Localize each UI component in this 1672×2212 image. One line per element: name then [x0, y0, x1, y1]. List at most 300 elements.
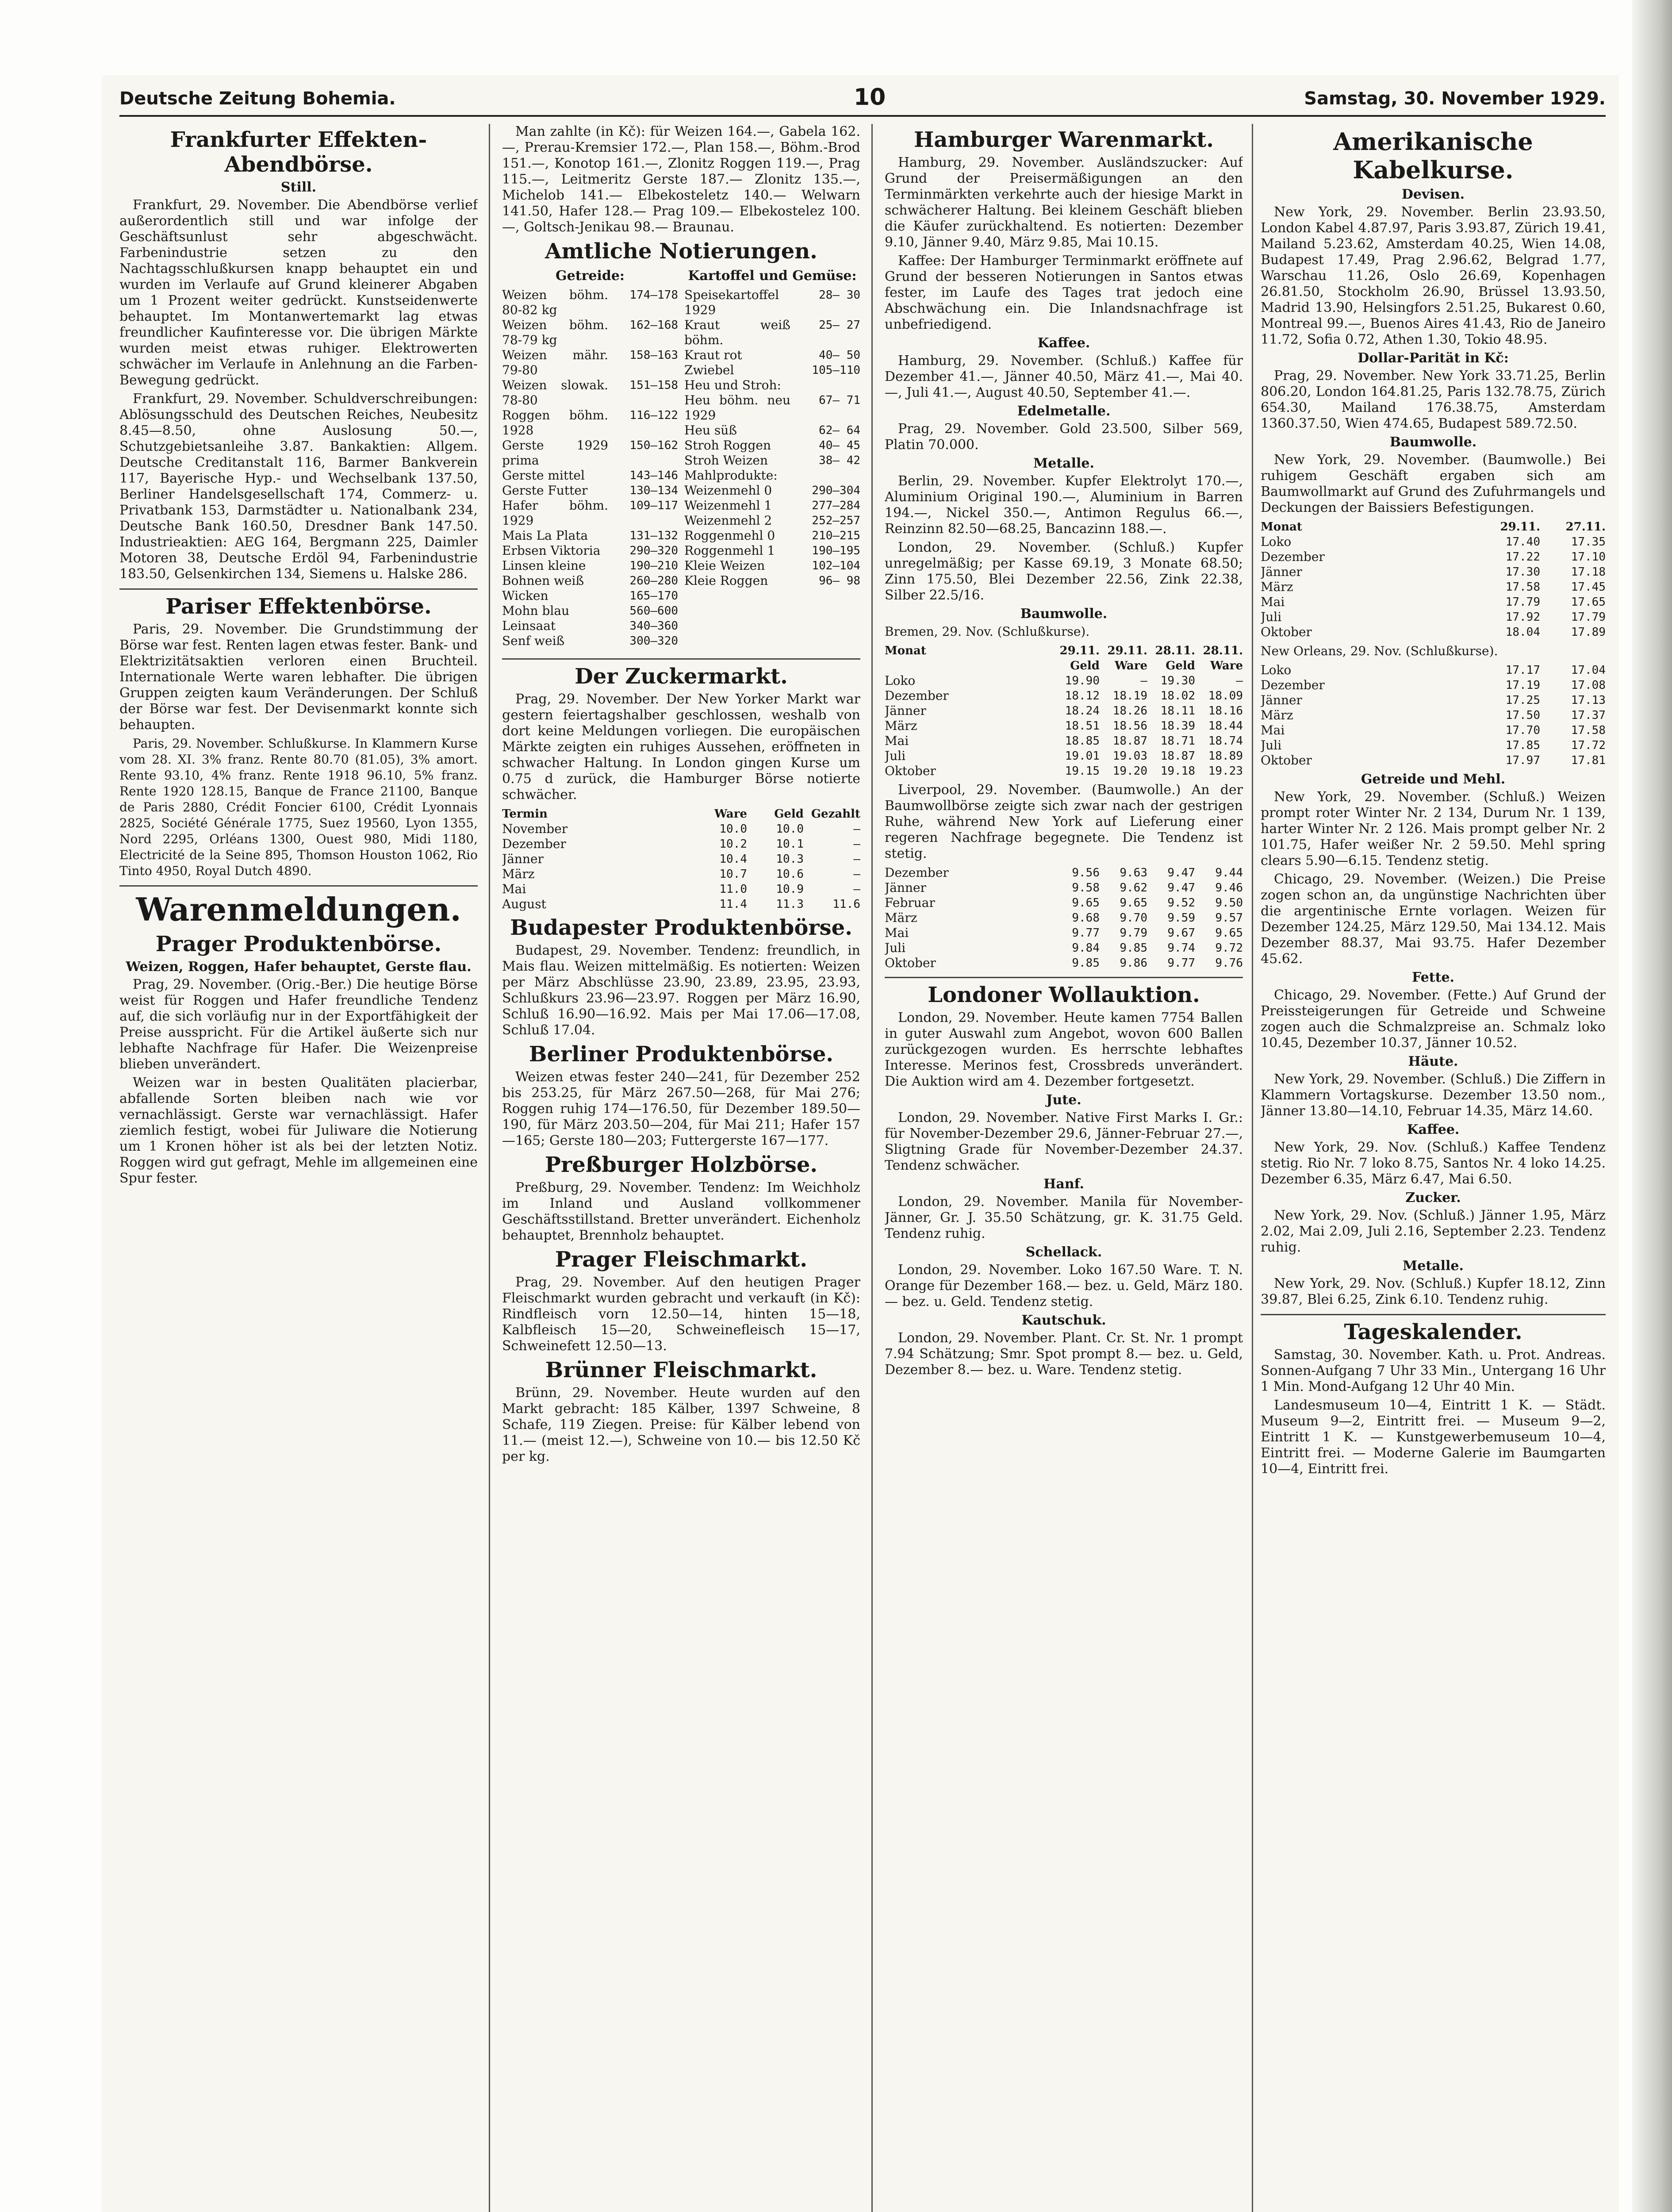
column-2	[502, 124, 860, 2212]
table-row-label: Jänner	[1261, 565, 1302, 579]
kautschuk-title: Kautschuk.	[1021, 1313, 1106, 1328]
page-header	[119, 84, 1606, 117]
table-row-label: Loko	[885, 673, 916, 688]
table-cell: 17.37	[1571, 709, 1606, 722]
list-item-label: Leinsaat	[502, 618, 556, 633]
table-cell: 9.56	[1072, 866, 1100, 879]
table-cell: 9.63	[1120, 866, 1147, 879]
metalle-title: Metalle.	[1033, 456, 1094, 471]
table-cell: 10.9	[776, 883, 804, 896]
list-item-label: Wicken	[502, 588, 548, 603]
table-cell: 9.44	[1215, 866, 1243, 879]
list-item-label: Mohn blau	[502, 603, 570, 618]
table-cell: —	[1236, 674, 1243, 687]
table-row-label: Oktober	[885, 956, 936, 970]
table-cell: 9.86	[1120, 956, 1147, 970]
table-row-label: Juli	[885, 941, 906, 955]
list-item-value: 143—146	[629, 469, 678, 482]
table-cell: 17.10	[1571, 550, 1606, 564]
list-item-label: Roggen böhm. 1928	[502, 408, 608, 438]
list-item-value: 40— 50	[819, 349, 860, 362]
table-cell: 17.89	[1571, 626, 1606, 639]
table-cell: —	[1140, 674, 1147, 687]
paris-paragraph: Paris, 29. November. Die Grundstimmung der Börse war fest. Renten lagen etwas fester. Bank- und Elektrizitätsaktien verloren einen Bruchteil. Internationale Werte waren lebhafter. Die übrigen Gruppen zeigten kaum Veränderungen. Der Schluß der Börse war fest. Der Devisenmarkt konnte sich behaupten.	[119, 622, 478, 733]
table-cell: 17.92	[1505, 611, 1540, 624]
table-cell: 18.12	[1065, 689, 1100, 703]
table-cell: 18.74	[1208, 734, 1243, 748]
table-row-label: Mai	[502, 882, 526, 896]
list-item-value: 28— 30	[819, 288, 860, 302]
wolle-title: Londoner Wollauktion.	[928, 983, 1200, 1007]
kautschuk-paragraph: London, 29. November. Plant. Cr. St. Nr. 1 prompt 7.94 Schätzung; Smr. Spot prompt 8.— bez. u. Geld, Dezember 8.— bez. u. Ware. Tendenz stetig.	[885, 1330, 1243, 1378]
table-header: 28.11. Geld	[1155, 644, 1195, 672]
list-item-label: Weizen böhm. 78-79 kg	[502, 318, 608, 347]
table-cell: 18.44	[1208, 719, 1243, 733]
table-row-label: Juli	[885, 749, 906, 763]
table-cell: 18.26	[1112, 704, 1147, 718]
list-item-value: 150—162	[629, 439, 678, 452]
table-row-label: Dezember	[502, 837, 566, 851]
table-cell: —	[853, 837, 860, 851]
list-item-value: 131—132	[629, 529, 678, 542]
table-cell: 18.51	[1065, 719, 1100, 733]
issue-date: Samstag, 30. November 1929.	[1304, 88, 1606, 109]
table-cell: 17.65	[1571, 595, 1606, 609]
frankfurt-title: Frankfurter Effekten-Abendbörse.	[170, 127, 427, 177]
table-cell: 18.89	[1208, 749, 1243, 763]
zucker-title: Der Zuckermarkt.	[575, 664, 788, 689]
kabel-title: Amerikanische Kabelkurse.	[1333, 127, 1533, 184]
bremen-table	[885, 643, 1243, 779]
kaffee-subtitle: Kaffee.	[1407, 1122, 1460, 1137]
column-rule	[871, 124, 873, 2212]
amtlich-right-head: Kartoffel und Gemüse:	[688, 268, 857, 284]
list-item-value: 290—320	[629, 544, 678, 557]
fleisch-title: Prager Fleischmarkt.	[555, 1247, 808, 1272]
berliner-paragraph: Weizen etwas fester 240—241, für Dezember 252 bis 253.25, für März 267.50—268, für Mai 276; Roggen ruhig 174—176.50, für Dezember 189.50—190, für März 203.50—204, für Mai 211; Hafer 157—165; Gerste 180—203; Futtergerste 167—177.	[502, 1069, 860, 1148]
paris-title: Pariser Effektenbörse.	[165, 594, 432, 619]
new-orleans-label: New Orleans, 29. Nov. (Schlußkurse).	[1261, 644, 1498, 658]
list-item-value: 116—122	[629, 409, 678, 422]
table-cell: 9.50	[1215, 896, 1243, 910]
table-header: Monat	[1261, 520, 1302, 534]
table-row-label: Dezember	[1261, 549, 1325, 564]
table-row-label: Mai	[885, 733, 909, 748]
section-divider	[119, 588, 478, 590]
table-cell: 9.65	[1072, 896, 1100, 910]
table-cell: 17.25	[1505, 694, 1540, 707]
table-header: Termin	[502, 807, 548, 821]
table-row-label: August	[502, 897, 546, 911]
baumwolle-paragraph: New York, 29. November. (Baumwolle.) Bei ruhigem Geschäft ergaben sich am Baumwollmarkt auf Grund des Zufuhrmangels und Deckungen der Baissiers Befestigungen.	[1261, 452, 1606, 515]
prices-paragraph: Man zahlte (in Kč): für Weizen 164.—, Gabela 162.—, Prerau-Kremsier 172.—, Plan 158.—, Böhm.-Brod 151.—, Konotop 161.—, Zlonitz Roggen 119.—, Prag 115.—, Leitmeritz Gerste 187.— Zlonitz 135.—, Michelob 141.— Elbekosteletz 140.— Welwarn 141.50, Hafer 128.— Prag 109.— Elbekostelez 100.—, Goltsch-Jenikau 98.— Braunau.	[502, 124, 860, 235]
table-cell: 11.0	[719, 883, 747, 896]
list-item-value: 105—110	[812, 364, 860, 377]
list-item-label: Mais La Plata	[502, 528, 588, 543]
list-item-label: Linsen kleine	[502, 558, 586, 573]
amtlich-right-list	[684, 288, 860, 588]
table-row-label: März	[1261, 708, 1293, 722]
list-item-label: Speisekartoffel 1929	[684, 288, 779, 317]
haeute-subtitle: Häute.	[1408, 1054, 1458, 1069]
newspaper-page	[102, 75, 1619, 2212]
section-divider	[1261, 1314, 1606, 1315]
devisen-paragraph: New York, 29. November. Berlin 23.93.50, London Kabel 4.87.97, Paris 3.93.87, Zürich 19.41, Mailand 5.23.62, Amsterdam 40.25, Wien 14.08, Budapest 17.49, Prag 2.96.62, Belgrad 1.77, Warschau 11.26, Oslo 26.69, Kopenhagen 26.81.50, Stockholm 26.90, Brüssel 13.93.50, Madrid 13.90, Helsingfors 2.51.25, Bukarest 0.60, Montreal 99.—, Buenos Aires 41.43, Rio de Janeiro 11.72, Sofia 0.72, Athen 1.30, Tokio 48.95.	[1261, 204, 1606, 347]
list-item-value: 25— 27	[819, 319, 860, 332]
table-cell: 18.24	[1065, 704, 1100, 718]
budapest-title: Budapester Produktenbörse.	[510, 915, 852, 940]
table-row-label: Dezember	[885, 688, 949, 703]
wolle-paragraph: London, 29. November. Heute kamen 7754 Ballen in guter Auswahl zum Angebot, wovon 600 Ballen zurückgezogen wurden. Es herrschte lebhaftes Interesse. Merinos fest, Crossbreds unverändert. Die Auktion wird am 4. Dezember fortgesetzt.	[885, 1010, 1243, 1089]
list-item-value: 190—195	[812, 544, 860, 557]
list-item-value: 96— 98	[819, 574, 860, 588]
table-row-label: März	[885, 718, 917, 733]
table-cell: 19.18	[1160, 764, 1195, 778]
baumwolle-subtitle: Baumwolle.	[1389, 434, 1477, 450]
list-item-label: Kleie Weizen	[684, 558, 765, 573]
fette-paragraph: Chicago, 29. November. (Fette.) Auf Grund der Preissteigerungen für Getreide und Schweine zogen auch die Schmalzpreise an. Schmalz loko 10.45, Dezember 10.37, Jänner 10.52.	[1261, 987, 1606, 1051]
table-cell: 9.77	[1072, 926, 1100, 940]
table-cell: 18.02	[1160, 689, 1195, 703]
prager-produkten-title: Prager Produktenbörse.	[155, 932, 442, 956]
table-cell: 19.01	[1065, 749, 1100, 763]
frankfurt-paragraph: Frankfurt, 29. November. Die Abendbörse verlief außerordentlich still und war infolge der Geschäftsunlust sehr abgeschwächt. Farbenindustrie setzen zu den Nachtagsschlußkursen knapp behauptet ein und wurden im Verlaufe auf Grund kleinerer Abgaben um 1 Prozent weiter gedrückt. Kunstseidenwerte behauptet. Im Montanwertemarkt lag etwas freundlicher Kaufinteresse vor. Die übrigen Märkte wurden meist etwas ruhiger. Elektrowerten schwächer im Verlaufe in Anlehnung an die Farben-Bewegung gedrückt.	[119, 197, 478, 388]
dollar-subtitle: Dollar-Parität in Kč:	[1358, 350, 1509, 366]
table-cell: 19.30	[1160, 674, 1195, 687]
list-item-value: 277—284	[812, 499, 860, 512]
list-item-label: Zwiebel	[684, 363, 734, 377]
table-row-label: Jänner	[885, 703, 926, 718]
bremen-label: Bremen, 29. Nov. (Schlußkurse).	[885, 624, 1090, 639]
hamburg-paragraph: Kaffee: Der Hamburger Terminmarkt eröffnete auf Grund der besseren Notierungen in Santos etwas fester, im Laufe des Tages trat jedoch eine Abschwächung ein. Die Inlandsnachfrage ist unbefriedigend.	[885, 253, 1243, 332]
amtlich-left-head: Getreide:	[556, 268, 625, 284]
table-row-label: Mai	[1261, 723, 1285, 737]
list-item-value: 162—168	[629, 319, 678, 332]
hamburg-paragraph: Hamburg, 29. November. Ausländszucker: Auf Grund der Preisermäßigungen an den Terminmärkten verkehrte auch der hiesige Markt in schwächerer Haltung. Bei kleinem Geschäft blieben die Käufer zurückhaltend. Es notierten: Dezember 9.10, Jänner 9.40, März 9.85, Mai 10.15.	[885, 155, 1243, 250]
page-edge-shadow	[1632, 0, 1672, 2212]
table-row-label: Juli	[1261, 610, 1282, 624]
table-cell: 17.45	[1571, 580, 1606, 594]
table-cell: 11.4	[719, 898, 747, 911]
list-item-value: 290—304	[812, 484, 860, 497]
table-cell: 9.70	[1120, 911, 1147, 925]
dollar-paragraph: Prag, 29. November. New York 33.71.25, Berlin 806.20, London 164.81.25, Paris 132.78.75, Zürich 654.30, Mailand 176.38.75, Amsterdam 1360.37.50, Wien 474.65, Budapest 589.72.50.	[1261, 368, 1606, 431]
table-cell: 9.52	[1167, 896, 1195, 910]
list-item-label: Roggenmehl 0	[684, 528, 775, 543]
holz-paragraph: Preßburg, 29. November. Tendenz: Im Weichholz im Inland und Ausland vollkommener Geschäftsstillstand. Bretter unverändert. Eichenholz behauptet, Brennholz behauptet.	[502, 1180, 860, 1243]
table-row-label: Oktober	[885, 764, 936, 778]
zucker-paragraph: Prag, 29. November. Der New Yorker Markt war gestern feiertagshalber geschlossen, weshalb von dort keine Meldungen vorliegen. Die europäischen Märkte zeigten ein ruhiges Aussehen, eröffneten in schwacher Haltung. In London gingen Kurse um 0.75 d zurück, die Hamburger Börse notierte schwächer.	[502, 691, 860, 803]
table-cell: 11.3	[776, 898, 804, 911]
table-cell: 9.85	[1120, 941, 1147, 955]
list-item-value: 109—117	[629, 499, 678, 512]
column-1	[119, 124, 478, 2212]
list-item-value: 158—163	[629, 349, 678, 362]
list-item-value: 300—320	[629, 634, 678, 648]
list-item-value: 252—257	[812, 514, 860, 527]
kaffee-ny-paragraph: New York, 29. Nov. (Schluß.) Kaffee Tendenz stetig. Rio Nr. 7 loko 8.75, Santos Nr. 4 loko 14.25. Dezember 6.35, März 6.47, Mai 6.50.	[1261, 1140, 1606, 1187]
list-item-label: Roggenmehl 1	[684, 543, 775, 558]
list-item-label: Weizen mähr. 79-80	[502, 348, 608, 377]
table-cell: 18.04	[1505, 626, 1540, 639]
kalender-title: Tageskalender.	[1344, 1320, 1522, 1344]
liverpool-table	[885, 865, 1243, 971]
table-cell: 17.08	[1571, 679, 1606, 692]
table-cell: —	[853, 868, 860, 881]
table-row-label: März	[885, 910, 917, 925]
list-item-label: Mahlprodukte:	[684, 468, 778, 483]
table-cell: 18.87	[1112, 734, 1147, 748]
kaffee-paragraph: Hamburg, 29. November. (Schluß.) Kaffee für Dezember 41.—, Jänner 40.50, März 41.—, Mai 40.—, Juli 41.—, August 40.50, September 41.—.	[885, 353, 1243, 400]
table-cell: 9.47	[1167, 881, 1195, 895]
berliner-title: Berliner Produktenbörse.	[529, 1042, 834, 1067]
table-cell: 18.11	[1160, 704, 1195, 718]
list-item-label: Weizen böhm. 80-82 kg	[502, 288, 608, 317]
table-cell: —	[853, 883, 860, 896]
prager-paragraph: Prag, 29. November. (Orig.-Ber.) Die heutige Börse weist für Roggen und Hafer freundliche Tendenz auf, die sich vorläufig nur in der Exportfähigkeit der Preise ausspricht. Für die Artikel äußerte sich nur lebhafte Nachfrage für Hafer. Die Weizenpreise blieben unverändert.	[119, 977, 478, 1072]
table-cell: 18.09	[1208, 689, 1243, 703]
amtlich-table	[502, 266, 860, 652]
table-cell: 9.74	[1167, 941, 1195, 955]
table-cell: 9.77	[1167, 956, 1195, 970]
table-cell: 18.85	[1065, 734, 1100, 748]
table-header: 29.11.	[1500, 520, 1540, 534]
table-cell: 9.65	[1215, 926, 1243, 940]
list-item-value: 260—280	[629, 574, 678, 588]
list-item-label: Kleie Roggen	[684, 573, 768, 588]
metalle-ny-paragraph: New York, 29. Nov. (Schluß.) Kupfer 18.12, Zinn 39.87, Blei 6.25, Zink 6.10. Tendenz ruhig.	[1261, 1276, 1606, 1307]
table-cell: 9.68	[1072, 911, 1100, 925]
fette-subtitle: Fette.	[1412, 970, 1454, 985]
hanf-paragraph: London, 29. November. Manila für November-Jänner, Gr. J. 35.50 Schätzung, gr. K. 31.75 Geld. Tendenz ruhig.	[885, 1194, 1243, 1241]
haeute-paragraph: New York, 29. November. (Schluß.) Die Ziffern in Klammern Vortagskurse. Dezember 13.50 nom., Jänner 13.80—14.10, Februar 14.35, März 14.60.	[1261, 1071, 1606, 1119]
table-row-label: Loko	[1261, 663, 1292, 677]
list-item-value: 190—210	[629, 559, 678, 572]
paris-paragraph: Paris, 29. November. Schlußkurse. In Klammern Kurse vom 28. XI. 3% franz. Rente 80.70 (81.05), 3% amort. Rente 93.10, 4% franz. Rente 1918 96.10, 5% franz. Rente 1920 128.15, Banque de France 21100, Banque de Paris 2880, Crédit Foncier 6100, Crédit Lyonnais 2825, Société Générale 1775, Suez 19560, Lyon 1355, Nord 2295, Orléans 1300, Ouest 980, Midi 1180, Electricité de la Seine 895, Thomson Houston 1062, Rio Tinto 4950, Royal Dutch 4890.	[119, 736, 478, 878]
table-cell: 18.87	[1160, 749, 1195, 763]
table-cell: 9.79	[1120, 926, 1147, 940]
table-cell: 17.58	[1505, 580, 1540, 594]
jute-paragraph: London, 29. November. Native First Marks I. Gr.: für November-Dezember 29.6, Jänner-Februar 27.—, Sligtning Grade für November-Dezember 24.37. Tendenz schwächer.	[885, 1110, 1243, 1173]
list-item-value: 340—360	[629, 619, 678, 633]
zucker-table	[502, 806, 860, 912]
bruenner-title: Brünner Fleischmarkt.	[545, 1358, 817, 1382]
list-item-label: Weizenmehl 0	[684, 483, 772, 498]
table-cell: 9.67	[1167, 926, 1195, 940]
table-row-label: Februar	[885, 895, 935, 910]
table-cell: 9.85	[1072, 956, 1100, 970]
list-item-label: Weizenmehl 2	[684, 513, 772, 528]
table-cell: 10.6	[776, 868, 804, 881]
zucker-ny-paragraph: New York, 29. Nov. (Schluß.) Jänner 1.95, März 2.02, Mai 2.09, Juli 2.16, September 2.23. Tendenz ruhig.	[1261, 1208, 1606, 1255]
list-item-label: Kraut rot	[684, 348, 742, 362]
table-row-label: Juli	[1261, 738, 1282, 753]
table-row-label: Oktober	[1261, 625, 1312, 639]
list-item-label: Stroh Roggen	[684, 438, 771, 453]
list-item-label: Kraut weiß böhm.	[684, 318, 790, 347]
list-item-label: Senf weiß	[502, 634, 565, 648]
list-item-label: Weizenmehl 1	[684, 498, 772, 513]
list-item-label: Stroh Weizen	[684, 453, 768, 468]
table-cell: 17.13	[1571, 694, 1606, 707]
list-item-value: 38— 42	[819, 454, 860, 467]
jute-title: Jute.	[1046, 1092, 1081, 1108]
table-cell: 17.58	[1571, 724, 1606, 737]
table-row-label: Jänner	[885, 880, 926, 895]
table-cell: —	[853, 822, 860, 836]
new-orleans-table	[1261, 663, 1606, 768]
table-header: Gezahlt	[811, 807, 860, 821]
table-row-label: Jänner	[502, 852, 544, 866]
table-cell: 17.17	[1505, 664, 1540, 677]
table-row-label: Jänner	[1261, 693, 1302, 707]
list-item-label: Gerste mittel	[502, 468, 585, 483]
frankfurt-subtitle: Still.	[280, 180, 317, 195]
table-cell: 17.19	[1505, 679, 1540, 692]
table-cell: 17.81	[1571, 754, 1606, 767]
table-cell: 17.85	[1505, 739, 1540, 752]
column-rule	[1252, 124, 1253, 2212]
table-cell: 10.0	[719, 822, 747, 836]
table-header: Geld	[774, 807, 804, 821]
hamburg-title: Hamburger Warenmarkt.	[914, 127, 1214, 152]
frankfurt-paragraph: Frankfurt, 29. November. Schuldverschreibungen: Ablösungsschuld des Deutschen Reiches, Neubesitz 8.45—8.50, ohne Auslosung 50.—, Schutzgebietsanleihe 3.87. Bankaktien: Allgem. Deutsche Creditanstalt 116, Barmer Bankverein 117, Bayerische Hyp.- und Wechselbank 137.50, Berliner Handelsgesellschaft 174, Commerz- u. Privatbank 153, Darmstädter u. Nationalbank 234, Deutsche Bank 160.50, Dresdner Bank 147.50. Industrieaktien: AEG 164, Bergmann 225, Daimler Motoren 38, Deutsche Erdöl 94, Farbenindustrie 183.50, Gelsenkirchen 134, Siemens u. Halske 286.	[119, 391, 478, 582]
list-item-value: 165—170	[629, 589, 678, 603]
table-cell: 10.0	[776, 822, 804, 836]
newspaper-name: Deutsche Zeitung Bohemia.	[119, 88, 396, 109]
table-cell: 18.71	[1160, 734, 1195, 748]
table-cell: 17.79	[1505, 595, 1540, 609]
table-header: 29.11. Ware	[1107, 644, 1147, 672]
devisen-subtitle: Devisen.	[1401, 187, 1465, 202]
table-row-label: Oktober	[1261, 753, 1312, 768]
metalle-subtitle: Metalle.	[1403, 1258, 1464, 1274]
column-rule	[489, 124, 490, 2212]
hanf-title: Hanf.	[1043, 1176, 1084, 1192]
table-cell: 18.19	[1112, 689, 1147, 703]
table-cell: 17.40	[1505, 535, 1540, 549]
prager-subtitle: Weizen, Roggen, Hafer behauptet, Gerste flau.	[126, 959, 472, 975]
getreide-subtitle: Getreide und Mehl.	[1361, 772, 1506, 787]
table-cell: 9.62	[1120, 881, 1147, 895]
table-cell: 17.22	[1505, 550, 1540, 564]
column-4	[1261, 124, 1606, 2212]
list-item-value: 130—134	[629, 484, 678, 497]
table-row-label: Mai	[1261, 595, 1285, 609]
list-item-value: 102—104	[812, 559, 860, 572]
list-item-label: Heu süß	[684, 423, 737, 438]
page-number: 10	[854, 84, 886, 111]
table-cell: 17.30	[1505, 565, 1540, 579]
table-row-label: Mai	[885, 926, 909, 940]
table-cell: 9.59	[1167, 911, 1195, 925]
table-cell: 9.46	[1215, 881, 1243, 895]
table-cell: 18.39	[1160, 719, 1195, 733]
list-item-label: Hafer böhm. 1929	[502, 498, 608, 528]
kalender-paragraph: Samstag, 30. November. Kath. u. Prot. Andreas. Sonnen-Aufgang 7 Uhr 33 Min., Untergang 16 Uhr 1 Min. Mond-Aufgang 12 Uhr 40 Min.	[1261, 1347, 1606, 1394]
list-item-value: 560—600	[629, 604, 678, 618]
london-paragraph: London, 29. November. (Schluß.) Kupfer unregelmäßig; per Kasse 69.19, 3 Monate 68.50; Zinn 175.50, Blei Dezember 22.56, Zink 22.38, Silber 22.5/16.	[885, 540, 1243, 603]
kalender-paragraph: Landesmuseum 10—4, Eintritt 1 K. — Städt. Museum 9—2, Eintritt frei. — Museum 9—2, Eintritt 1 K. — Kunstgewerbemuseum 10—4, Eintritt frei. — Moderne Galerie im Baumgarten 10—4, Eintritt frei.	[1261, 1398, 1606, 1477]
list-item-value: 40— 45	[819, 439, 860, 452]
table-row-label: Dezember	[885, 865, 949, 880]
list-item-label: Gerste 1929 prima	[502, 438, 608, 468]
table-cell: 9.47	[1167, 866, 1195, 879]
bruenner-paragraph: Brünn, 29. November. Heute wurden auf den Markt gebracht: 185 Kälber, 1397 Schweine, 8 Schafe, 119 Ziegen. Preise: für Kälber lebend von 11.— (meist 12.—), Schweine von 10.— bis 12.50 Kč per kg.	[502, 1385, 860, 1464]
list-item-value: 174—178	[629, 288, 678, 302]
table-cell: 10.1	[776, 837, 804, 851]
list-item-label: Weizen slowak. 78-80	[502, 378, 608, 407]
list-item-label: Heu und Stroh:	[684, 378, 781, 392]
table-cell: 9.84	[1072, 941, 1100, 955]
edelmetalle-paragraph: Prag, 29. November. Gold 23.500, Silber 569, Platin 70.000.	[885, 421, 1243, 453]
table-cell: 9.57	[1215, 911, 1243, 925]
table-cell: 11.6	[832, 898, 860, 911]
schellack-paragraph: London, 29. November. Loko 167.50 Ware. T. N. Orange für Dezember 168.— bez. u. Geld, März 180.— bez. u. Geld. Tendenz stetig.	[885, 1262, 1243, 1310]
list-item-value: 210—215	[812, 529, 860, 542]
table-cell: 9.72	[1215, 941, 1243, 955]
table-cell: 10.7	[719, 868, 747, 881]
table-cell: 10.2	[719, 837, 747, 851]
table-cell: 19.20	[1112, 764, 1147, 778]
table-cell: 17.70	[1505, 724, 1540, 737]
table-cell: 9.76	[1215, 956, 1243, 970]
table-cell: 10.3	[776, 853, 804, 866]
table-cell: 18.16	[1208, 704, 1243, 718]
section-divider	[119, 885, 478, 887]
list-item-value: 67— 71	[819, 394, 860, 407]
table-cell: 9.58	[1072, 881, 1100, 895]
table-row-label: März	[502, 867, 535, 881]
table-cell: —	[853, 853, 860, 866]
table-row-label: März	[1261, 580, 1293, 594]
table-header: 27.11.	[1565, 520, 1606, 534]
table-cell: 9.65	[1120, 896, 1147, 910]
section-divider	[885, 977, 1243, 978]
table-cell: 17.04	[1571, 664, 1606, 677]
list-item-value	[794, 468, 860, 483]
table-cell: 10.4	[719, 853, 747, 866]
baumwolle-title: Baumwolle.	[1020, 606, 1108, 622]
metalle-paragraph: Berlin, 29. November. Kupfer Elektrolyt 170.—, Aluminium Original 190.—, Aluminium in Barren 194.—, Nickel 350.—, Antimon Regulus 66.—, Reinzinn 82.50—68.25, Bancazinn 188.—.	[885, 473, 1243, 537]
table-cell: 17.79	[1571, 611, 1606, 624]
table-cell: 19.23	[1208, 764, 1243, 778]
table-cell: 19.90	[1065, 674, 1100, 687]
liverpool-paragraph: Liverpool, 29. November. (Baumwolle.) An der Baumwollbörse zeigte sich zwar nach der gestrigen Ruhe, während New York auf Lieferung einer regeren Nachfrage begegnete. Die Tendenz ist stetig.	[885, 782, 1243, 861]
amtlich-title: Amtliche Notierungen.	[545, 239, 817, 264]
list-item-label: Bohnen weiß	[502, 573, 584, 588]
list-item-label: Gerste Futter	[502, 483, 588, 498]
list-item-value: 151—158	[629, 379, 678, 392]
column-3	[885, 124, 1243, 2212]
kaffee-title: Kaffee.	[1037, 335, 1090, 351]
waren-title: Warenmeldungen.	[136, 891, 461, 928]
schellack-title: Schellack.	[1025, 1244, 1102, 1260]
table-row-label: November	[502, 822, 568, 836]
table-cell: 17.35	[1571, 535, 1606, 549]
fleisch-paragraph: Prag, 29. November. Auf den heutigen Prager Fleischmarkt wurden gebracht und verkauft (in Kč): Rindfleisch vorn 12.50—14, hinten 15—18, Kalbfleisch 15—20, Schweinefleisch 15—17, Schweinefett 12.50—13.	[502, 1275, 860, 1354]
ny-cotton-table	[1261, 519, 1606, 640]
table-cell: 17.50	[1505, 709, 1540, 722]
table-cell: 17.97	[1505, 754, 1540, 767]
table-row-label: Dezember	[1261, 678, 1325, 692]
table-header: Ware	[714, 807, 747, 821]
table-cell: 17.72	[1571, 739, 1606, 752]
zucker-subtitle: Zucker.	[1405, 1190, 1461, 1206]
table-cell: 19.15	[1065, 764, 1100, 778]
amtlich-left-list	[502, 288, 678, 649]
table-header: 29.11. Geld	[1059, 644, 1100, 672]
